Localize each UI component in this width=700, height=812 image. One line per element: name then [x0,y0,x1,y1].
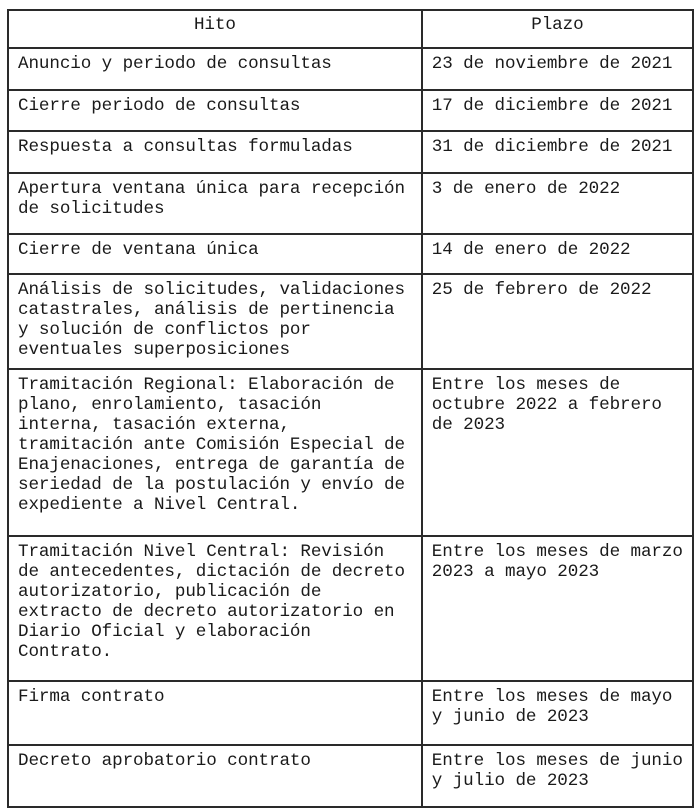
hito-cell: Anuncio y periodo de consultas [8,48,422,90]
hito-cell: Cierre periodo de consultas [8,90,422,131]
table-row [8,681,693,745]
hito-cell: Respuesta a consultas formuladas [8,131,422,173]
hito-cell: Tramitación Regional: Elaboración de plano, enrolamiento, tasación interna, tasación externa, tramitación ante Comisión Especial de Enajenaciones, entrega de garantía de seriedad de la postulación y envío de expediente a Nivel Central. [8,369,422,536]
plazo-cell: 25 de febrero de 2022 [422,274,693,369]
plazo-cell: Entre los meses de octubre 2022 a febrero de 2023 [422,369,693,536]
header-plazo: Plazo [422,10,693,48]
hito-cell: Decreto aprobatorio contrato [8,745,422,807]
plazo-cell: Entre los meses de junio y julio de 2023 [422,745,693,807]
table-row [8,173,693,234]
table-header-row [8,10,693,48]
plazo-cell: Entre los meses de mayo y junio de 2023 [422,681,693,745]
hito-cell: Tramitación Nivel Central: Revisión de antecedentes, dictación de decreto autorizatorio, publicación de extracto de decreto autorizatorio en Diario Oficial y elaboración Contrato. [8,536,422,681]
hito-cell: Firma contrato [8,681,422,745]
table-row [8,131,693,173]
plazo-cell: 14 de enero de 2022 [422,234,693,274]
plazo-cell: 23 de noviembre de 2021 [422,48,693,90]
table-row [8,234,693,274]
plazo-cell: 17 de diciembre de 2021 [422,90,693,131]
table-row [8,536,693,681]
table-row [8,90,693,131]
plazo-cell: Entre los meses de marzo 2023 a mayo 2023 [422,536,693,681]
table-row [8,274,693,369]
table-row [8,745,693,807]
milestones-table [7,9,694,808]
hito-cell: Análisis de solicitudes, validaciones catastrales, análisis de pertinencia y solución de conflictos por eventuales superposiciones [8,274,422,369]
hito-cell: Apertura ventana única para recepción de solicitudes [8,173,422,234]
plazo-cell: 31 de diciembre de 2021 [422,131,693,173]
header-hito: Hito [8,10,422,48]
table-row [8,369,693,536]
table-row [8,48,693,90]
hito-cell: Cierre de ventana única [8,234,422,274]
plazo-cell: 3 de enero de 2022 [422,173,693,234]
